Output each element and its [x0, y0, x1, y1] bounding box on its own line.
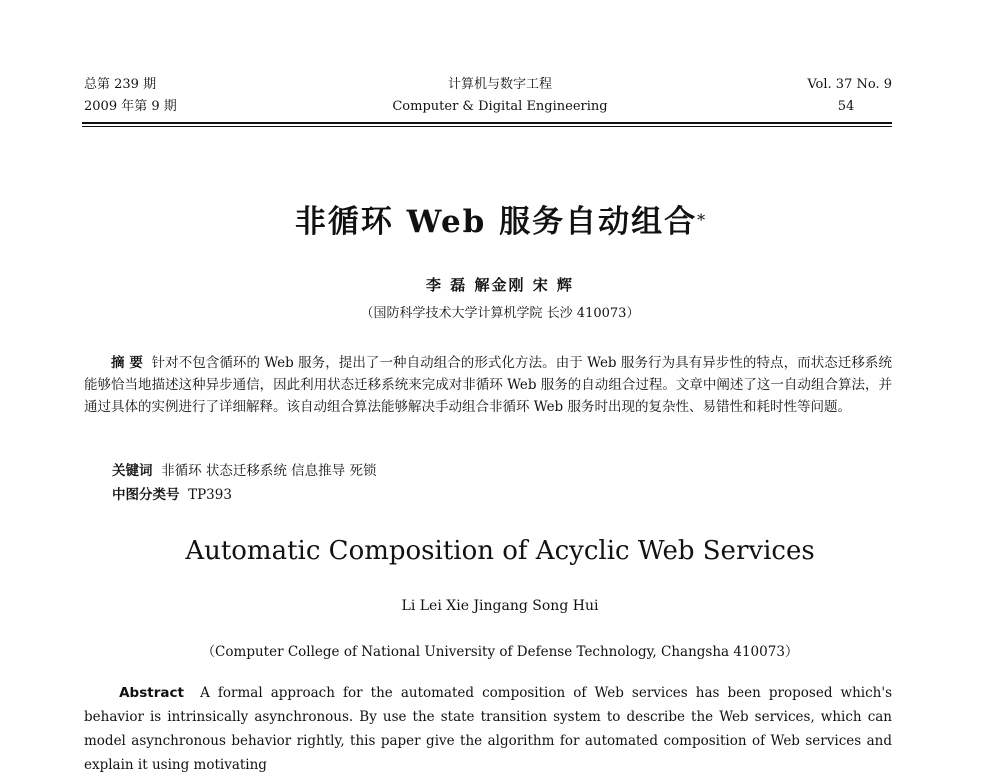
cn-keywords-line	[112, 460, 376, 482]
cn-title: 非循环 Web 服务自动组合	[294, 204, 698, 240]
header-issue-year: 2009 年第 9 期	[84, 99, 177, 114]
cn-affiliation: （国防科学技术大学计算机学院 长沙 410073）	[360, 306, 640, 321]
en-title: Automatic Composition of Acyclic Web Services	[185, 536, 815, 566]
cn-classification-value: TP393	[188, 487, 232, 503]
header-journal-en: Computer & Digital Engineering	[392, 99, 608, 114]
cn-keywords: 非循环 状态迁移系统 信息推导 死锁	[161, 463, 377, 479]
header-volume: Vol. 37 No. 9	[807, 77, 892, 92]
header-rule-thick	[82, 122, 892, 124]
header-page-number: 54	[837, 99, 855, 114]
header-issue-total: 总第 239 期	[84, 77, 157, 92]
cn-classification-line	[112, 484, 232, 506]
cn-title-block	[0, 196, 1000, 241]
cn-abstract-text: 针对不包含循环的 Web 服务，提出了一种自动组合的形式化方法。由于 Web 服务行为具有异步性的特点，而状态迁移系统能够恰当地描述这种异步通信，因此利用状态迁移系统来完成对非循环 Web 服务的自动组合过程。文章中阐述了这一自动组合算法，并通过具体的实例进行了详细解释。该自动组合算法能够解决手动组合非循环 Web 服务时出现的复杂性、易错性和耗时性等问题。	[84, 355, 892, 415]
en-abstract-label: Abstract	[119, 685, 184, 701]
header-rule-thin	[82, 126, 892, 127]
en-abstract-text: A formal approach for the automated composition of Web services has been proposed which's behavior is intrinsically asynchronous. By use the state transition system to describe the Web services, which can model asynchronous behavior rightly, this paper give the algorithm for automated composition of Web services and explain it using motivating	[84, 685, 893, 773]
en-affiliation: （Computer College of National University of Defense Technology, Changsha 410073）	[201, 644, 799, 660]
cn-abstract	[84, 352, 892, 418]
en-authors: Li Lei Xie Jingang Song Hui	[401, 598, 599, 614]
cn-title-footnote-mark: *	[697, 210, 706, 230]
cn-authors: 李 磊 解金刚 宋 辉	[426, 276, 574, 294]
header-journal-cn: 计算机与数字工程	[447, 77, 552, 92]
cn-abstract-label: 摘 要	[111, 355, 143, 371]
en-abstract	[84, 681, 892, 777]
cn-classification-label: 中图分类号	[112, 487, 180, 503]
cn-keywords-label: 关键词	[112, 463, 153, 479]
